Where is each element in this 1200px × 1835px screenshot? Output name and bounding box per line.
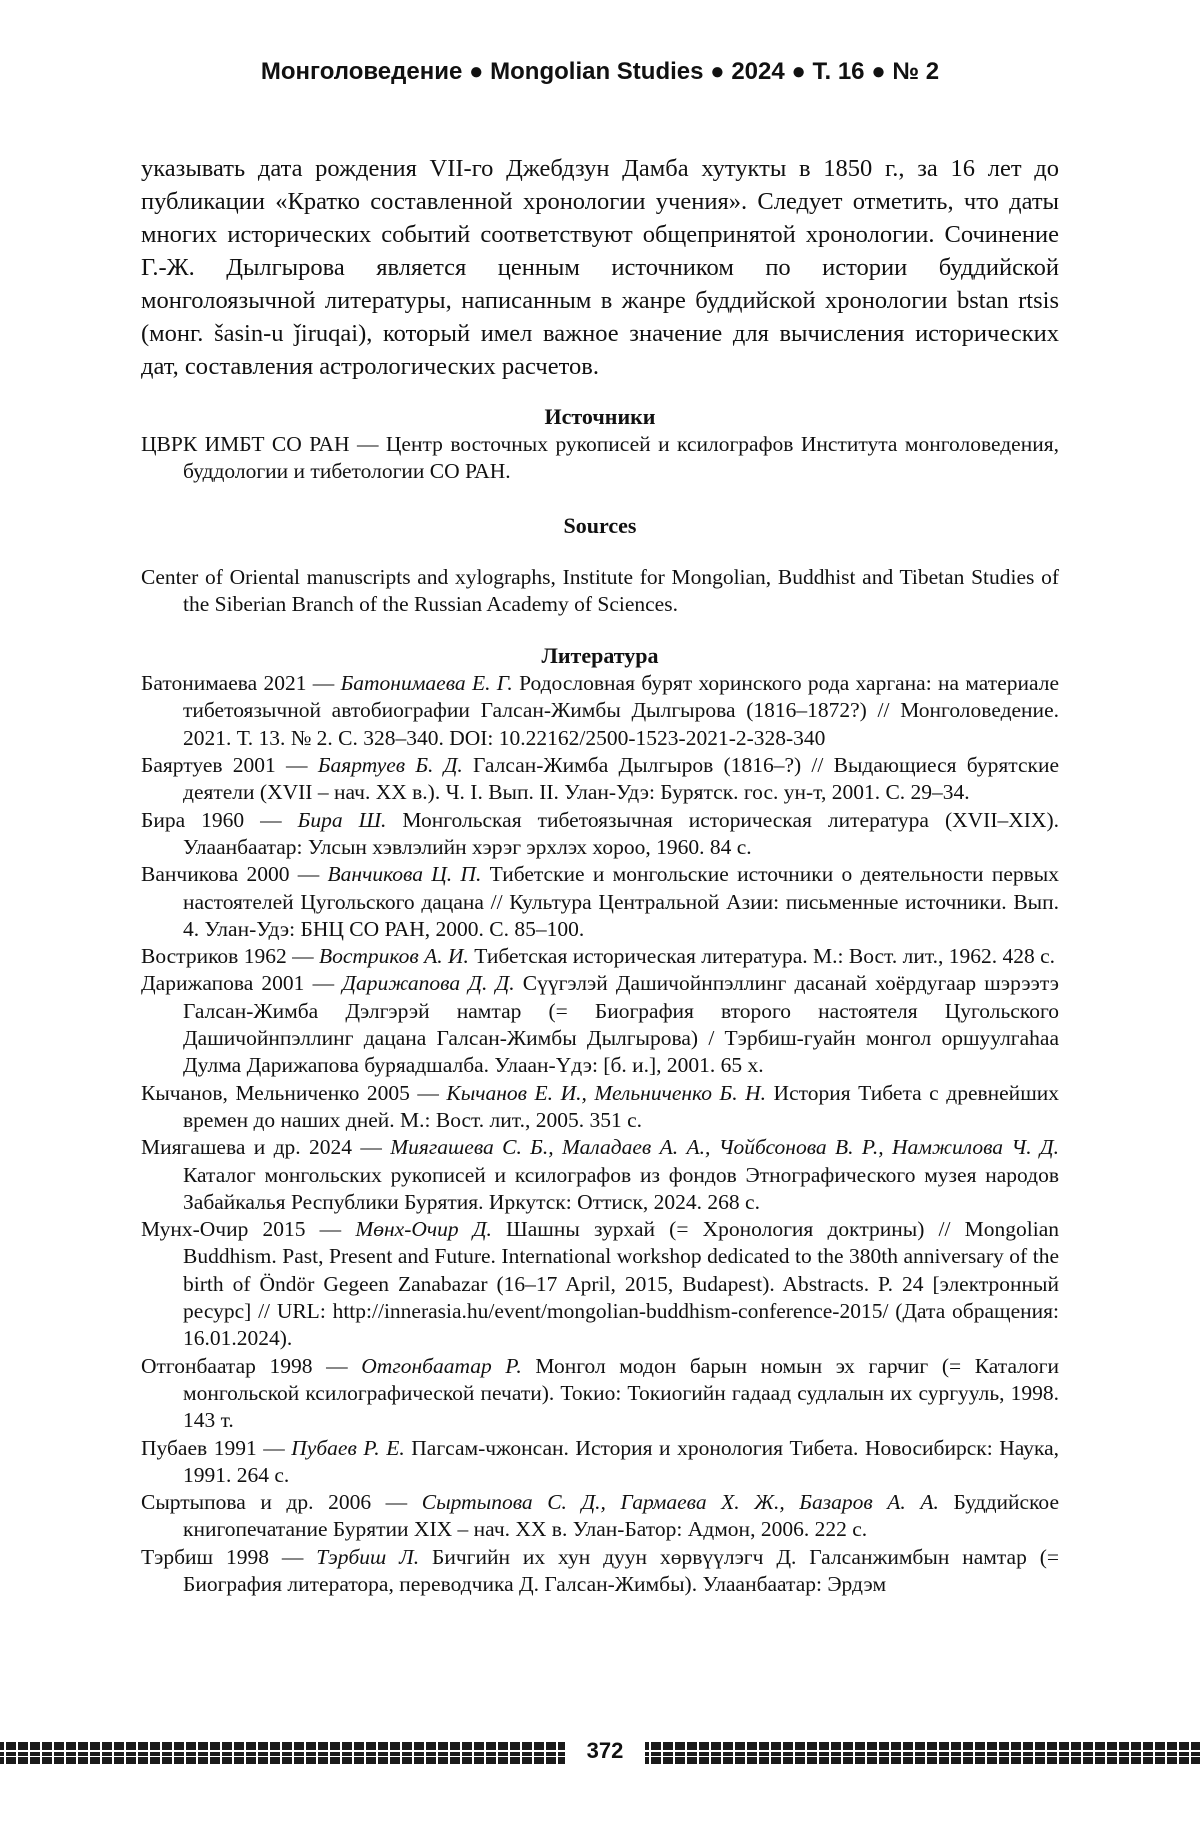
literature-entry — [141, 1216, 1059, 1352]
literature-entry — [141, 1544, 1059, 1599]
literature-entry — [141, 1489, 1059, 1544]
entry-key: Дарижапова 2001 — — [141, 971, 343, 996]
entry-text: История Тибета с древнейших времен до наших дней. М.: Вост. лит., 2005. 351 с. — [183, 1080, 1060, 1132]
entry-text: Родословная бурят хоринского рода харгана: на материале тибетоязычной автобиографии Галсан-Жимбы Дылгырова (1816–1872?) // Монголоведение. 2021. Т. 13. № 2. С. 328–340. DOI: 10.22162/2500-1523-2021-2-328-340 — [183, 671, 1059, 750]
entry-author: Сыртыпова С. Д., Гармаева Х. Ж., Базаров А. А. — [421, 1490, 939, 1515]
entry-author: Миягашева С. Б., Маладаев А. А., Чойбсонова В. Р., Намжилова Ч. Д. — [390, 1135, 1059, 1160]
literature-entry — [141, 752, 1059, 807]
entry-key: Бира 1960 — — [141, 807, 298, 832]
page-number: 372 — [586, 1738, 624, 1763]
sources-ru-entry: ЦВРК ИМБТ СО РАН — Центр восточных рукописей и ксилографов Института монголоведения, буддологии и тибетологии СО РАН. — [141, 432, 1059, 484]
page-content — [141, 152, 1059, 1598]
entry-author: Мөнх-Очир Д. — [355, 1217, 492, 1242]
entry-author: Отгонбаатар Р. — [361, 1353, 522, 1378]
footer-ornament-left — [0, 1742, 565, 1764]
page-footer — [0, 1738, 1200, 1764]
entry-text: Буддийское книгопечатание Бурятии XIX – нач. XX в. Улан-Батор: Адмон, 2006. 222 с. — [183, 1490, 1059, 1542]
entry-author: Баяртуев Б. Д. — [317, 753, 463, 778]
entry-key: Пубаев 1991 — — [141, 1435, 292, 1460]
running-header: Монголоведение ● Mongolian Studies ● 2024 ● Т. 16 ● № 2 — [260, 58, 940, 85]
literature-entry — [141, 1080, 1059, 1135]
entry-key: Ванчикова 2000 — — [141, 862, 328, 887]
sources-ru-title: Источники — [544, 404, 656, 429]
entry-key: Кычанов, Мельниченко 2005 — — [141, 1080, 447, 1105]
literature-entry — [141, 807, 1059, 862]
literature-entry — [141, 970, 1059, 1079]
literature-list — [141, 670, 1059, 1598]
entry-author: Востриков А. И. — [318, 944, 469, 969]
entry-text: Монгол модон барын номын эх гарчиг (= Каталоги монгольской ксилографической печати). Токио: Токиогийн гадаад судлалын их сургууль, 1998. 143 т. — [183, 1353, 1059, 1433]
entry-key: Миягашева и др. 2024 — — [141, 1135, 391, 1160]
entry-key: Мунх-Очир 2015 — — [141, 1217, 356, 1242]
sources-en-title: Sources — [563, 512, 637, 538]
literature-entry — [141, 943, 1059, 970]
entry-key: Батонимаева 2021 — — [141, 671, 341, 696]
entry-text: Галсан-Жимба Дылгыров (1816–?) // Выдающиеся бурятские деятели (XVII – нач. XX в.). Ч. I. Вып. II. Улан-Удэ: Бурятск. гос. ун-т, 2001. С. 29–34. — [183, 753, 1059, 805]
entry-text: Тибетская историческая литература. М.: Вост. лит., 1962. 428 с. — [468, 944, 1056, 969]
entry-author: Бира Ш. — [297, 807, 387, 832]
entry-key: Отгонбаатар 1998 — — [141, 1353, 362, 1378]
entry-author: Ванчикова Ц. П. — [327, 862, 482, 887]
sources-en-entry: Center of Oriental manuscripts and xylographs, Institute for Mongolian, Buddhist and Tibetan Studies of the Siberian Branch of the Russian Academy of Sciences. — [141, 564, 1059, 616]
literature-entry — [141, 1134, 1059, 1216]
literature-entry — [141, 1435, 1059, 1490]
entry-author: Пубаев Р. Е. — [291, 1435, 405, 1460]
entry-author: Дарижапова Д. Д. — [342, 971, 515, 996]
entry-author: Тэрбиш Л. — [316, 1544, 420, 1569]
entry-author: Кычанов Е. И., Мельниченко Б. Н. — [446, 1080, 767, 1105]
entry-key: Баяртуев 2001 — — [141, 753, 318, 778]
entry-text: Шашны зурхай (= Хронология доктрины) // Mongolian Buddhism. Past, Present and Future. International workshop dedicated to the 380th anniversary of the birth of Öndör Gegeen Zanabazar (16–17 April, 2015, Budapest). Abstracts. P. 24 [электронный ресурс] // URL: http://innerasia.hu/event/mongolian-buddhism-conference-2015/ (Дата обращения: 16.01.2024). — [183, 1217, 1060, 1351]
literature-entry — [141, 670, 1059, 752]
entry-text: Тибетские и монгольские источники о деятельности первых настоятелей Цугольского дацана // Культура Центральной Азии: письменные источники. Вып. 4. Улан-Удэ: БНЦ СО РАН, 2000. С. 85–100. — [183, 862, 1059, 941]
entry-key: Сыртыпова и др. 2006 — — [141, 1490, 422, 1515]
entry-key: Тэрбиш 1998 — — [141, 1544, 317, 1569]
intro-paragraph: указывать дата рождения VII-го Джебдзун Дамба хутукты в 1850 г., за 16 лет до публикации «Кратко составленной хронологии учения». Следует отметить, что даты многих исторических событий соответствуют общепринятой хронологии. Сочинение Г.-Ж. Дылгырова является ценным источником по истории буддийской монголоязычной литературы, написанным в жанре буддийской хронологии bstan rtsis (монг. šasin-u ǰiruqai), который имел важное значение для вычисления исторических дат, составления астрологических расчетов. — [141, 155, 1059, 380]
entry-author: Батонимаева Е. Г. — [340, 671, 513, 696]
entry-text: Монгольская тибетоязычная историческая литература (XVII–XIX). Улаанбаатар: Улсын хэвлэлийн хэрэг эрхлэх хороо, 1960. 84 с. — [183, 807, 1059, 859]
literature-title: Литература — [541, 643, 659, 669]
literature-entry — [141, 1353, 1059, 1435]
footer-ornament-right — [645, 1742, 1200, 1764]
entry-key: Востриков 1962 — — [141, 944, 319, 969]
literature-entry — [141, 861, 1059, 943]
entry-text: Каталог монгольских рукописей и ксилографов из фондов Этнографического музея народов Забайкалья Республики Бурятия. Иркутск: Оттиск, 2024. 268 с. — [183, 1162, 1059, 1214]
entry-text: Сүүгэлэй Дашичойнпэллинг дасанай хоёрдугаар шэрээтэ Галсан-Жимба Дэлгэрэй намтар (= Биография второго настоятеля Цугольского Дашичойнпэллинг дацана Галсан-Жимбы Дылгырова) / Тэрбиш-гуайн монгол оршуулгаhаа Дулма Дарижапова буряадшалба. Улаан-Үдэ: [б. и.], 2001. 65 х. — [183, 971, 1059, 1078]
entry-text: Пагсам-чжонсан. История и хронология Тибета. Новосибирск: Наука, 1991. 264 с. — [183, 1435, 1060, 1487]
entry-text: Бичгийн их хун дуун хөрвүүлэгч Д. Галсанжимбын намтар (= Биография литератора, переводчика Д. Галсан-Жимбы). Улаанбаатар: Эрдэм — [183, 1544, 1059, 1596]
